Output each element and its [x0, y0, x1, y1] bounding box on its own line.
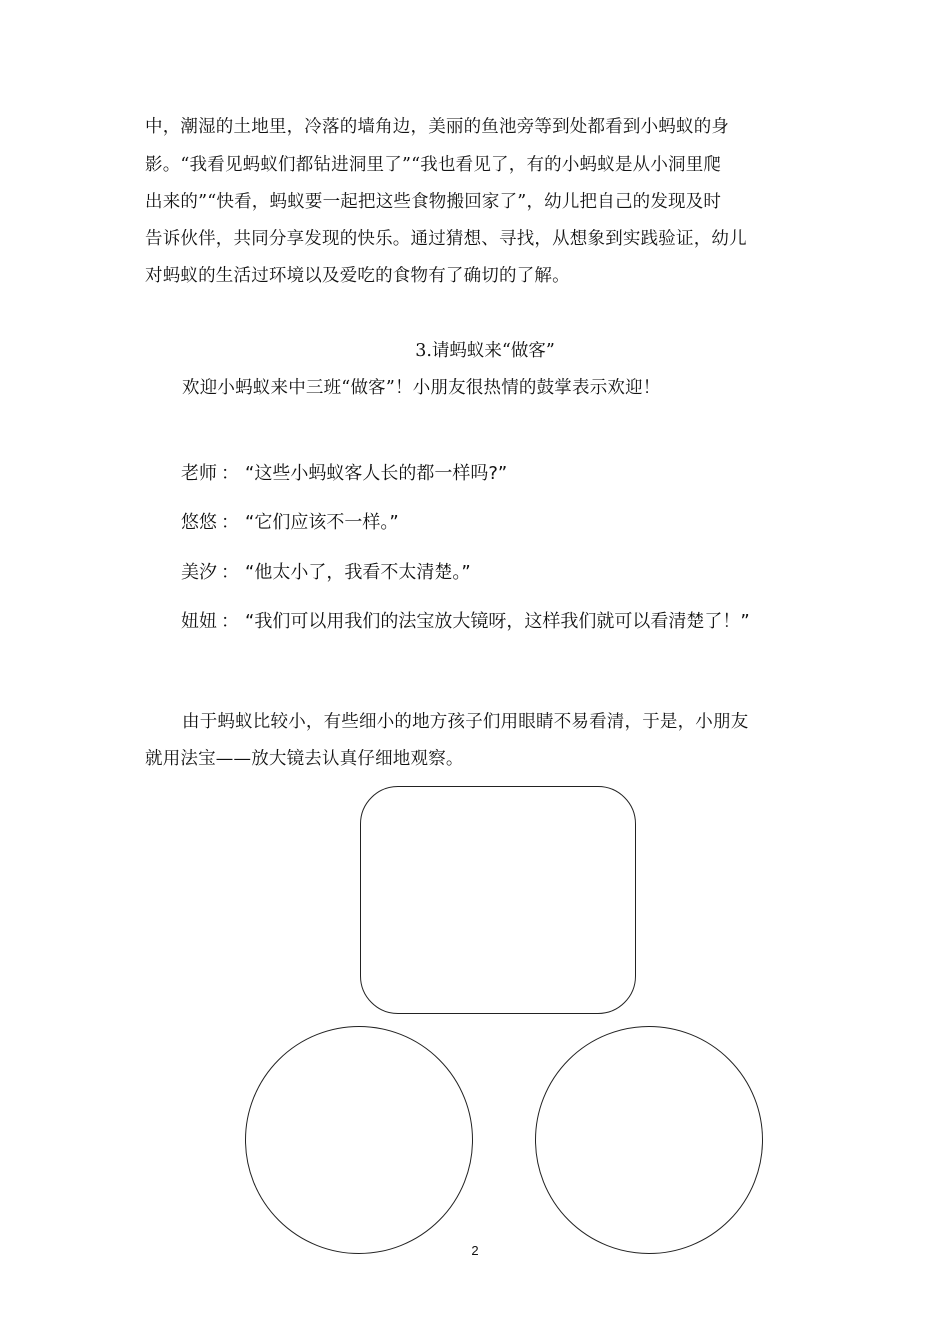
speaker-colon: ： — [221, 562, 239, 583]
paragraph-line: 中，潮湿的土地里，冷落的墙角边，美丽的鱼池旁等到处都看到小蚂蚁的身 — [145, 117, 730, 137]
paragraph-line: 就用法宝——放大镜去认真仔细地观察。 — [145, 749, 464, 769]
dialogue-line — [181, 560, 471, 586]
dialogue-line — [181, 510, 399, 536]
speaker-name: 美汐 — [181, 562, 217, 583]
paragraph-line: 由于蚂蚁比较小，有些细小的地方孩子们用眼睛不易看清，于是，小朋友 — [182, 712, 749, 732]
image-placeholder-circle-right — [535, 1026, 763, 1254]
paragraph-line: 欢迎小蚂蚁来中三班“做客”！小朋友很热情的鼓掌表示欢迎！ — [182, 378, 661, 398]
paragraph-line: 出来的”“快看，蚂蚁要一起把这些食物搬回家了”，幼儿把自己的发现及时 — [145, 192, 722, 212]
image-placeholder-circle-left — [245, 1026, 473, 1254]
speaker-colon: ： — [221, 463, 239, 484]
page-number: 2 — [471, 1243, 479, 1258]
paragraph-line: 影。“我看见蚂蚁们都钻进洞里了”“我也看见了，有的小蚂蚁是从小洞里爬 — [145, 155, 722, 175]
paragraph-line: 告诉伙伴，共同分享发现的快乐。通过猜想、寻找，从想象到实践验证，幼儿 — [145, 229, 747, 249]
dialogue-text: “这些小蚂蚁客人长的都一样吗?” — [245, 463, 508, 484]
speaker-name: 老师 — [181, 463, 217, 484]
dialogue-line — [181, 461, 507, 487]
dialogue-text: “我们可以用我们的法宝放大镜呀，这样我们就可以看清楚了！” — [245, 611, 750, 632]
section-heading: 3.请蚂蚁来“做客” — [415, 341, 555, 361]
image-placeholder-rounded-box — [360, 786, 636, 1014]
speaker-name: 悠悠 — [181, 512, 217, 533]
speaker-colon: ： — [221, 611, 239, 632]
dialogue-text: “他太小了，我看不太清楚。” — [245, 562, 471, 583]
dialogue-line — [181, 609, 750, 635]
speaker-colon: ： — [221, 512, 239, 533]
speaker-name: 妞妞 — [181, 611, 217, 632]
dialogue-text: “它们应该不一样。” — [245, 512, 399, 533]
paragraph-line: 对蚂蚁的生活过环境以及爱吃的食物有了确切的了解。 — [145, 266, 570, 286]
